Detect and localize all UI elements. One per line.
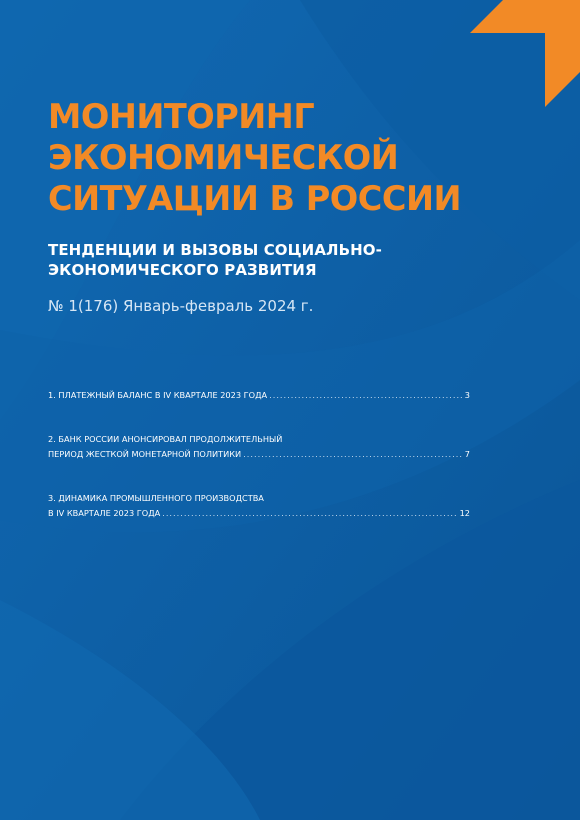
toc-entry-3-leader — [162, 506, 457, 521]
toc-entry-2[interactable] — [48, 432, 470, 462]
title-line-3: СИТУАЦИИ В РОССИИ — [48, 179, 462, 218]
toc-entry-3-title-line-1: 3. ДИНАМИКА ПРОМЫШЛЕННОГО ПРОИЗВОДСТВА — [48, 493, 264, 503]
issue-number: № 1(176) Январь-февраль 2024 г. — [48, 297, 314, 315]
title-line-2: ЭКОНОМИЧЕСКОЙ — [48, 138, 399, 177]
toc-entry-3-page: 12 — [459, 508, 470, 518]
toc-entry-1-page: 3 — [464, 390, 470, 400]
toc-entry-3-title-line-2: В IV КВАРТАЛЕ 2023 ГОДА — [48, 508, 161, 518]
toc-entry-2-title-line-1: 2. БАНК РОССИИ АНОНСИРОВАЛ ПРОДОЛЖИТЕЛЬНЫЙ — [48, 434, 283, 444]
toc-entry-1-title: 1. ПЛАТЕЖНЫЙ БАЛАНС В IV КВАРТАЛЕ 2023 ГОДА — [48, 390, 268, 400]
cover-title — [48, 96, 548, 219]
toc-entry-2-page: 7 — [464, 449, 470, 459]
toc-entry-2-title-line-2: ПЕРИОД ЖЕСТКОЙ МОНЕТАРНОЙ ПОЛИТИКИ — [48, 449, 242, 459]
table-of-contents — [48, 388, 470, 550]
subtitle-line-1: ТЕНДЕНЦИИ И ВЫЗОВЫ СОЦИАЛЬНО- — [48, 241, 382, 259]
toc-entry-1-leader — [269, 388, 463, 403]
corner-arrow-orange — [470, 0, 580, 107]
title-line-1: МОНИТОРИНГ — [48, 97, 315, 136]
cover-subtitle — [48, 240, 548, 280]
toc-entry-2-leader — [243, 447, 463, 462]
subtitle-line-2: ЭКОНОМИЧЕСКОГО РАЗВИТИЯ — [48, 261, 317, 279]
toc-entry-1[interactable] — [48, 388, 470, 403]
toc-entry-3[interactable] — [48, 491, 470, 521]
